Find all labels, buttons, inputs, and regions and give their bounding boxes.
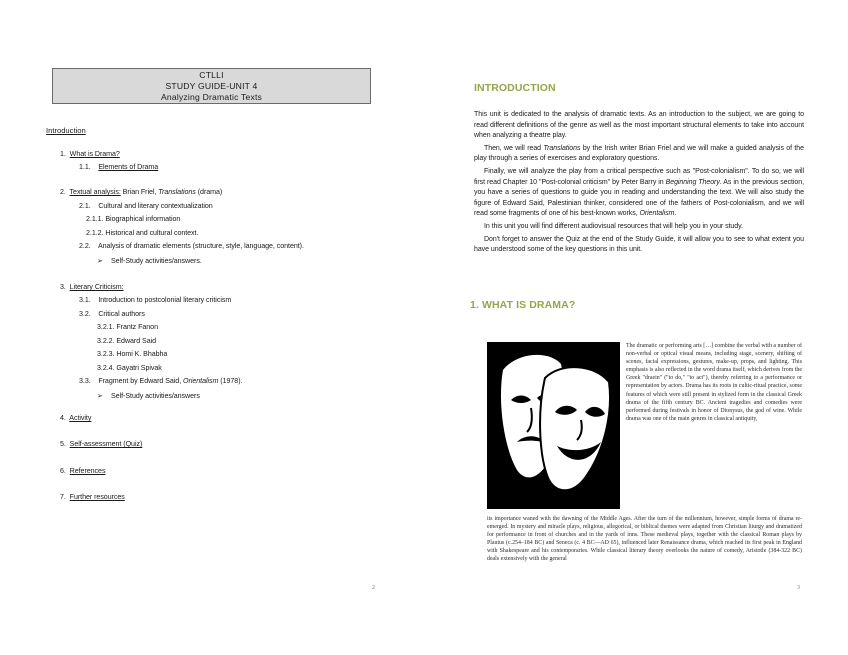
title-line-1: CTLLI	[199, 70, 224, 80]
toc-item-3-3[interactable]: 3.3. Fragment by Edward Said, Orientalism (1978).	[79, 377, 243, 385]
toc-item-4[interactable]: 4. Activity	[60, 414, 92, 422]
arrow-bullet-icon: ➢	[97, 257, 103, 265]
toc-item-1-1[interactable]: 1.1. Elements of Drama	[79, 163, 159, 171]
drama-quote-continued: its importance waned with the dawning of the Middle Ages. After the turn of the millennium, however, simple forms of drama re-emerged. In mystery and miracle plays, religious, allegorical, or biblical themes were adapted from Christian liturgy and dramatized for performance in front of churches and in the yards of inns. These medieval plays, together with the classical Roman plays by Plautus (c.254–184 BC) and Seneca (c. 4 BC—AD 65), influenced later Renaissance drama, which reached its first peak in England with Shakespeare and his contemporaries. While classical literary theory overlooks the nature of comedy, Aristotle (384-322 BC) deals extensively with the general	[487, 516, 802, 563]
toc-item-5[interactable]: 5. Self-assessment (Quiz)	[60, 440, 143, 448]
toc-heading[interactable]: Introduction	[46, 126, 86, 135]
title-line-2: STUDY GUIDE-UNIT 4	[165, 81, 258, 91]
title-line-3: Analyzing Dramatic Texts	[160, 92, 263, 102]
toc-item-3-2-1[interactable]: 3.2.1. Frantz Fanon	[97, 323, 158, 331]
theatre-masks-icon	[487, 342, 620, 509]
toc-item-3-2-2[interactable]: 3.2.2. Edward Said	[97, 337, 157, 345]
toc-item-2-2[interactable]: 2.2. Analysis of dramatic elements (structure, style, language, content).	[79, 242, 304, 250]
what-is-drama-heading: 1. WHAT IS DRAMA?	[470, 299, 576, 311]
intro-paragraph-4: In this unit you will find different audiovisual resources that will help you in your study.	[484, 222, 743, 230]
toc-item-3[interactable]: 3. Literary Criticism:	[60, 283, 124, 291]
toc-item-1[interactable]: 1. What is Drama?	[60, 150, 120, 158]
introduction-heading: INTRODUCTION	[474, 82, 556, 94]
arrow-bullet-icon: ➢	[97, 392, 103, 400]
introduction-body	[474, 110, 804, 258]
toc-item-2-1-2[interactable]: 2.1.2. Historical and cultural context.	[86, 229, 199, 237]
toc-item-3-2-3[interactable]: 3.2.3. Homi K. Bhabha	[97, 350, 168, 358]
toc-item-3-2-4[interactable]: 3.2.4. Gayatri Spivak	[97, 364, 162, 372]
title-box	[52, 68, 371, 104]
toc-item-3-3-sub[interactable]: ➢ Self-Study activities/answers	[97, 392, 200, 400]
toc-item-2-2-sub[interactable]: ➢ Self-Study activities/answers.	[97, 257, 202, 265]
intro-paragraph-5: Don't forget to answer the Quiz at the end of the Study Guide, it will allow you to see to what extent you have understood some of the key questions in this unit.	[474, 235, 804, 254]
toc-item-2[interactable]: 2. Textual analysis: Brian Friel, Translations (drama)	[60, 188, 223, 196]
intro-paragraph-2: Then, we will read Translations by the Irish writer Brian Friel and we will make a guided analysis of the play through a series of exercises and exploratory questions.	[474, 144, 804, 163]
toc-item-2-1[interactable]: 2.1. Cultural and literary contextualization	[79, 202, 213, 210]
drama-quote-side: The dramatic or performing arts […] combine the verbal with a number of non-verbal or optical visual means, including stage, scenery, shifting of scenes, facial expressions, gestures, make-up, props, and lighting. This emphasis is also reflected in the word drama itself, which derives from the Greek "draein" ("to do," "to act"), thereby referring to a performance or representation by actors. Drama has its roots in cultic-ritual practice, some features of which were still present in stylized form in the classical Greek drama of the fifth century BC. Ancient tragedies and comedies were performed during festivals in honor of Dionysus, the god of wine. While drama was one of the main genres in classical antiquity,	[626, 343, 802, 422]
toc-item-2-1-1[interactable]: 2.1.1. Biographical information	[86, 215, 181, 223]
toc-item-7[interactable]: 7. Further resources	[60, 493, 125, 501]
intro-paragraph-3: Finally, we will analyze the play from a critical perspective such as "Post-colonialism". To do so, we will first read Chapter 10 "Post-colonial criticism" by Peter Barry in Beginning Theory. As in the previous section, you have a series of questions to guide you in reading and understanding the text. We will also study the figure of Edward Said, Palestinian thinker, considered one of the fathers of Post-colonialism, and we will read some fragments of one of his best-known works, Orientalism.	[474, 167, 805, 218]
page-number-right: 3	[797, 585, 800, 591]
intro-paragraph-1: This unit is dedicated to the analysis of dramatic texts. As an introduction to the subject, we are going to read different definitions of the genre as well as the most important structural elements to take into account when analyzing a theatre play.	[474, 111, 804, 140]
toc-item-6[interactable]: 6. References	[60, 467, 106, 475]
toc-item-3-2[interactable]: 3.2. Critical authors	[79, 310, 145, 318]
theatre-masks-image	[487, 342, 620, 509]
toc-item-3-1[interactable]: 3.1. Introduction to postcolonial literary criticism	[79, 296, 232, 304]
page-number-left: 2	[372, 585, 375, 591]
